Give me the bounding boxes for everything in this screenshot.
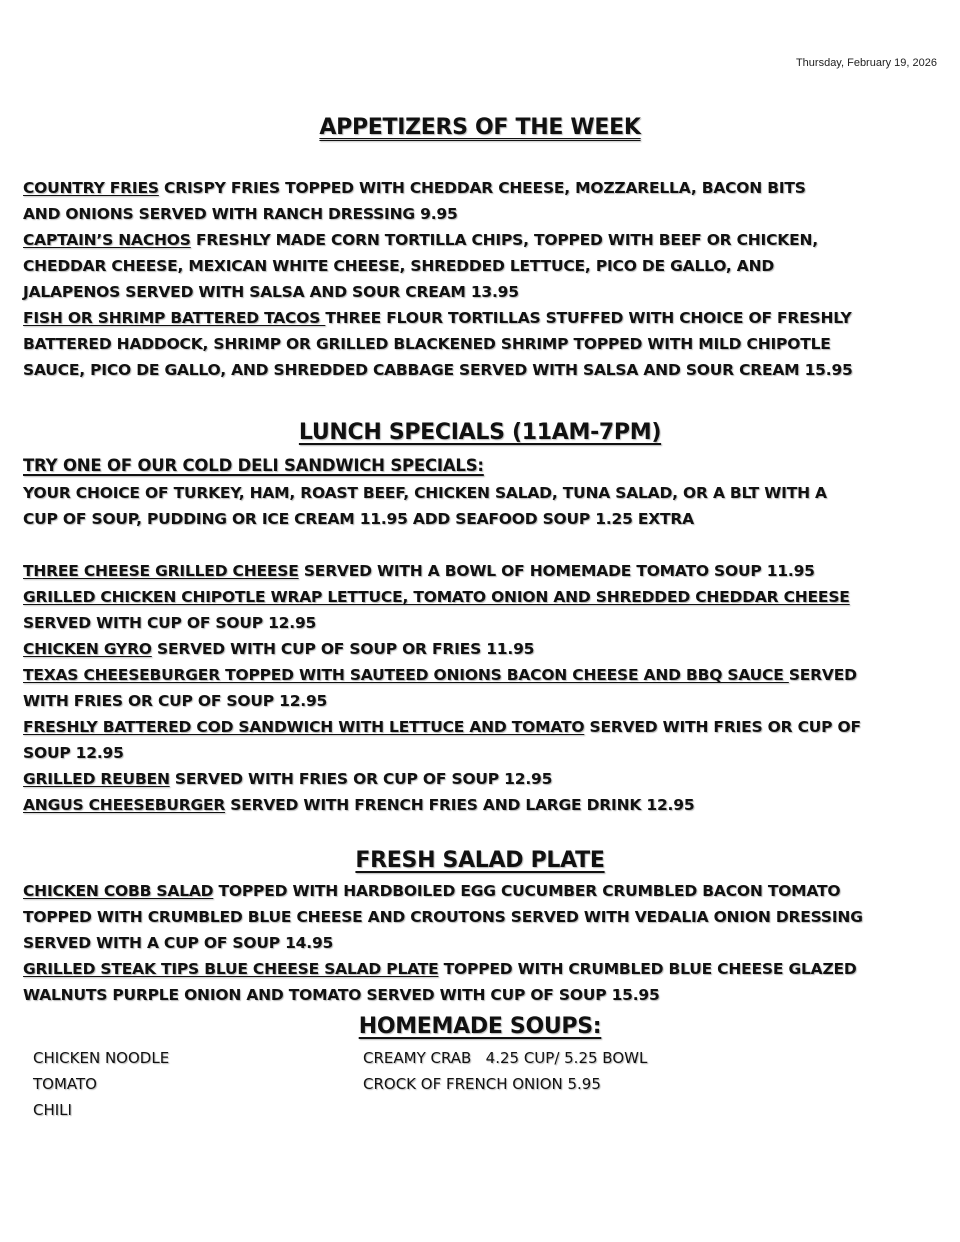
item-desc: SERVED WITH FRENCH FRIES AND LARGE DRINK 12.95 <box>225 796 695 814</box>
soup-item: CHICKEN NOODLE <box>33 1049 170 1067</box>
item-desc: SERVED <box>788 666 857 684</box>
deli-specials-heading: TRY ONE OF OUR COLD DELI SANDWICH SPECIALS: <box>23 456 484 475</box>
menu-item-steak-tips-salad <box>23 956 923 1008</box>
item-desc: BATTERED HADDOCK, SHRIMP OR GRILLED BLACKENED SHRIMP TOPPED WITH MILD CHIPOTLE <box>23 335 831 353</box>
item-desc: CHEDDAR CHEESE, MEXICAN WHITE CHEESE, SHREDDED LETTUCE, PICO DE GALLO, AND <box>23 257 775 275</box>
item-desc: TOPPED WITH HARDBOILED EGG CUCUMBER CRUMBLED BACON TOMATO <box>213 882 841 900</box>
item-desc: SERVED WITH A BOWL OF HOMEMADE TOMATO SOUP 11.95 <box>298 562 815 580</box>
menu-item-chicken-chipotle-wrap <box>23 584 923 636</box>
menu-item-grilled-reuben <box>23 766 923 792</box>
item-desc: AND ONIONS SERVED WITH RANCH DRESSING 9.95 <box>23 205 458 223</box>
lunch-specials-heading: LUNCH SPECIALS (11AM-7PM) <box>298 420 662 445</box>
salad-heading: FRESH SALAD PLATE <box>355 848 605 873</box>
item-name: FRESHLY BATTERED COD SANDWICH WITH LETTUCE AND TOMATO <box>23 718 585 736</box>
item-name: TEXAS CHEESEBURGER TOPPED WITH SAUTEED ONIONS BACON CHEESE AND BBQ SAUCE <box>23 666 789 684</box>
item-desc: WITH FRIES OR CUP OF SOUP 12.95 <box>23 692 328 710</box>
menu-item-captains-nachos <box>23 227 923 305</box>
item-desc: SAUCE, PICO DE GALLO, AND SHREDDED CABBAGE SERVED WITH SALSA AND SOUR CREAM 15.95 <box>23 361 853 379</box>
soup-item: CHILI <box>33 1101 72 1119</box>
item-desc: FRESHLY MADE CORN TORTILLA CHIPS, TOPPED WITH BEEF OR CHICKEN, <box>190 231 818 249</box>
menu-item-chicken-cobb-salad <box>23 878 923 956</box>
item-desc: SOUP 12.95 <box>23 744 124 762</box>
appetizers-list <box>23 175 923 383</box>
menu-item-country-fries <box>23 175 923 227</box>
item-name: FISH OR SHRIMP BATTERED TACOS <box>23 309 326 327</box>
item-desc: SERVED WITH FRIES OR CUP OF SOUP 12.95 <box>169 770 553 788</box>
soup-item: CREAMY CRAB 4.25 CUP/ 5.25 BOWL <box>363 1049 648 1067</box>
item-desc: WALNUTS PURPLE ONION AND TOMATO SERVED WITH CUP OF SOUP 15.95 <box>23 986 660 1004</box>
soups-heading: HOMEMADE SOUPS: <box>358 1014 602 1039</box>
menu-date: Thursday, February 19, 2026 <box>795 57 937 69</box>
item-name: CHICKEN GYRO <box>23 640 152 658</box>
item-name: ANGUS CHEESEBURGER <box>23 796 226 814</box>
item-name: GRILLED REUBEN <box>23 770 170 788</box>
item-desc: TOPPED WITH CRUMBLED BLUE CHEESE GLAZED <box>438 960 857 978</box>
item-name: THREE CHEESE GRILLED CHEESE <box>23 562 299 580</box>
item-name: CAPTAIN’S NACHOS <box>23 231 191 249</box>
item-desc: SERVED WITH FRIES OR CUP OF <box>584 718 861 736</box>
menu-item-chicken-gyro <box>23 636 923 662</box>
soup-item: TOMATO <box>33 1075 97 1093</box>
item-desc: SERVED WITH A CUP OF SOUP 14.95 <box>23 934 334 952</box>
menu-item-texas-cheeseburger <box>23 662 923 714</box>
item-name: COUNTRY FRIES <box>23 179 159 197</box>
item-desc: SERVED WITH CUP OF SOUP 12.95 <box>23 614 317 632</box>
soup-item: CROCK OF FRENCH ONION 5.95 <box>363 1075 601 1093</box>
menu-item-angus-cheeseburger <box>23 792 923 818</box>
lunch-specials-list <box>23 558 923 818</box>
soups-column-left <box>33 1045 169 1123</box>
item-name: GRILLED CHICKEN CHIPOTLE WRAP LETTUCE, TOMATO ONION AND SHREDDED CHEDDAR CHEESE <box>23 588 850 606</box>
item-name: CHICKEN COBB SALAD <box>23 882 214 900</box>
soups-column-right <box>363 1045 647 1097</box>
menu-item-three-cheese-grilled-cheese <box>23 558 923 584</box>
menu-item-fish-tacos <box>23 305 923 383</box>
item-desc: CRISPY FRIES TOPPED WITH CHEDDAR CHEESE, MOZZARELLA, BACON BITS <box>158 179 806 197</box>
appetizers-heading: APPETIZERS OF THE WEEK <box>319 115 641 140</box>
salad-list <box>23 878 923 1008</box>
item-desc: JALAPENOS SERVED WITH SALSA AND SOUR CREAM 13.95 <box>23 283 519 301</box>
menu-item-cod-sandwich <box>23 714 923 766</box>
item-desc: THREE FLOUR TORTILLAS STUFFED WITH CHOICE OF FRESHLY <box>325 309 852 327</box>
deli-specials-desc: YOUR CHOICE OF TURKEY, HAM, ROAST BEEF, CHICKEN SALAD, TUNA SALAD, OR A BLT WITH A CUP OF SOUP, PUDDING OR ICE CREAM 11.95 ADD SEAFOOD SOUP 1.25 EXTRA <box>23 484 827 528</box>
item-desc: SERVED WITH CUP OF SOUP OR FRIES 11.95 <box>151 640 535 658</box>
item-name: GRILLED STEAK TIPS BLUE CHEESE SALAD PLATE <box>23 960 439 978</box>
item-desc: TOPPED WITH CRUMBLED BLUE CHEESE AND CROUTONS SERVED WITH VEDALIA ONION DRESSING <box>23 908 863 926</box>
